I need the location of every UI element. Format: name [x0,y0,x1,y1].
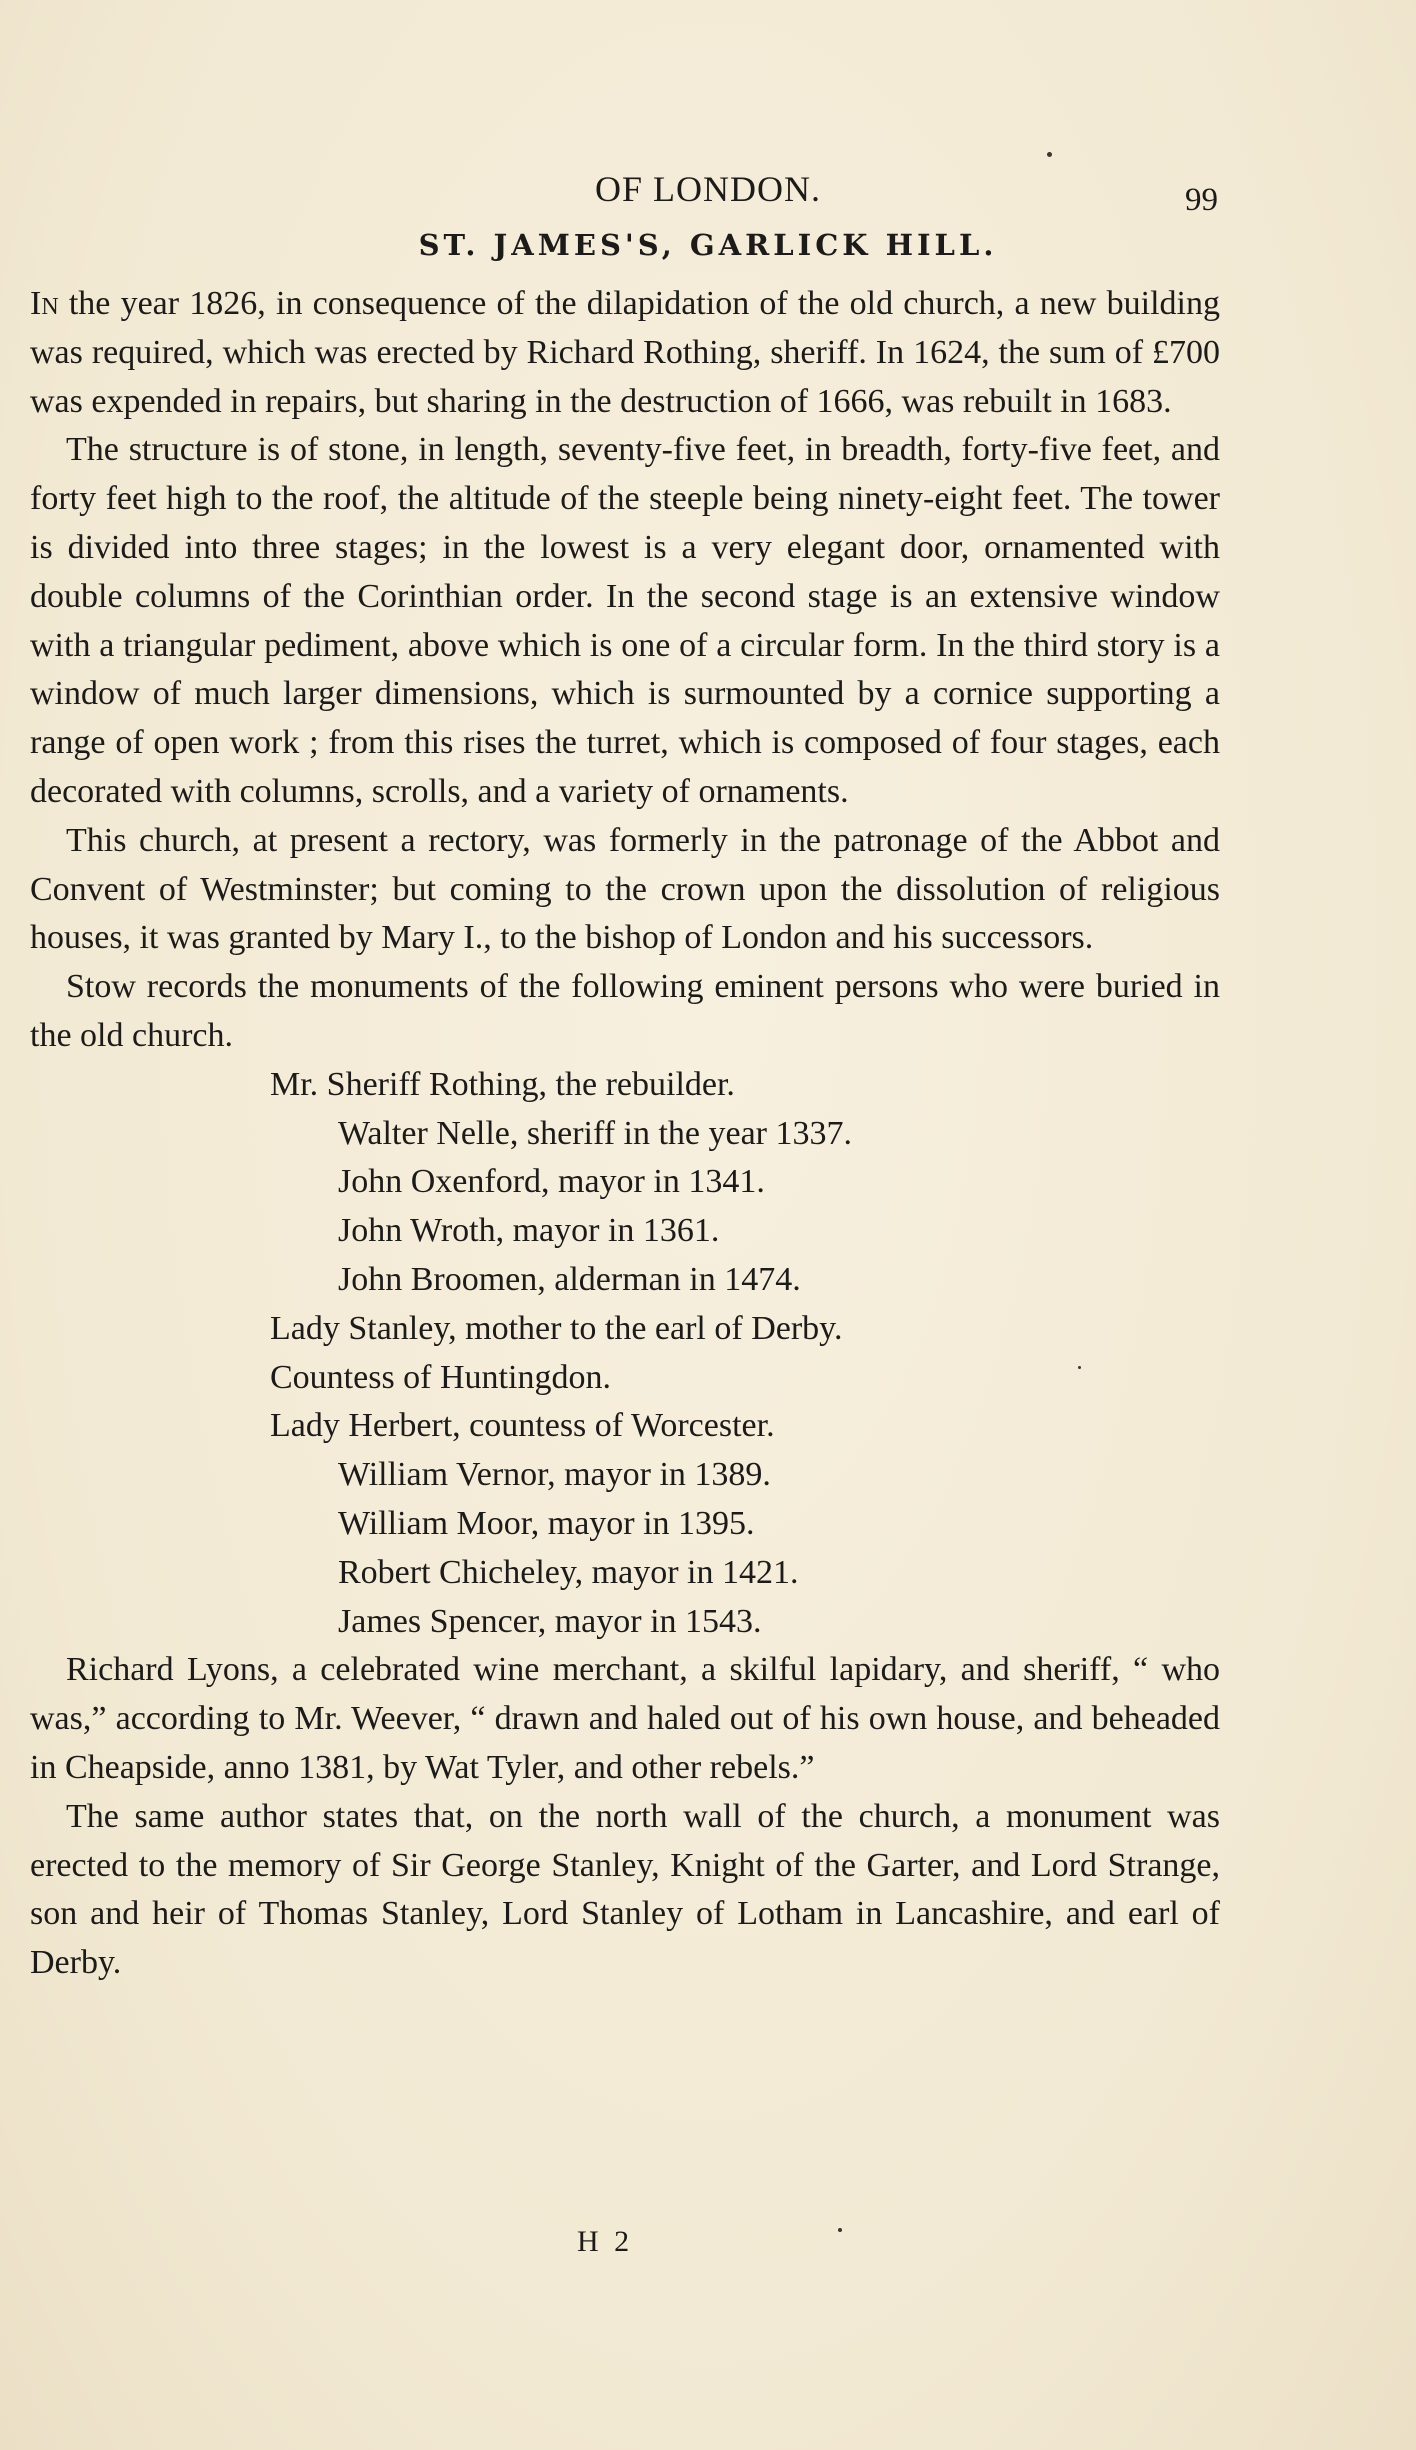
running-head: OF LONDON. [595,169,821,209]
monument-entry: Countess of Huntingdon. [270,1358,611,1396]
monument-entry: Mr. Sheriff Rothing, the rebuilder. [270,1065,735,1103]
ink-speck [838,2228,842,2232]
monument-entry: Lady Stanley, mother to the earl of Derby. [270,1309,843,1347]
paragraph-1-opening-word: In [30,285,59,322]
monument-entry: Lady Herbert, countess of Worcester. [270,1407,775,1445]
paragraph-5: Richard Lyons, a celebrated wine merchant, a skilful lapidary, and sheriff, “ who was,” according to Mr. Weever, “ drawn and haled out of his own house, and beheaded in Cheapside, anno 1381, by Wat Tyler, and other rebels.” [30,1651,1220,1786]
monument-entry: Robert Chicheley, mayor in 1421. [338,1553,799,1591]
signature-mark: H 2 [577,2225,634,2258]
paragraph-1 [30,280,1220,426]
paragraph-2: The structure is of stone, in length, seventy-five feet, in breadth, forty-five feet, and forty feet high to the roof, the altitude of the steeple being ninety-eight feet. The tower is divided into three stages; in the lowest is a very elegant door, ornamented with double columns of the Corinthian order. In the second stage is an extensive window with a triangular pediment, above which is one of a circular form. In the third story is a window of much larger dimensions, which is surmounted by a cornice supporting a range of open work ; from this rises the turret, which is composed of four stages, each decorated with columns, scrolls, and a variety of ornaments. [30,431,1220,810]
ink-speck [1078,1366,1081,1369]
monument-list [30,1061,1220,1647]
monument-entry: John Broomen, alderman in 1474. [338,1260,801,1298]
paragraph-3: This church, at present a rectory, was formerly in the patronage of the Abbot and Convent of Westminster; but coming to the crown upon the dissolution of religious houses, it was granted by Mary I., to the bishop of London and his successors. [30,821,1220,957]
paragraph-4: Stow records the monuments of the following eminent persons who were buried in the old church. [30,968,1220,1054]
monument-entry: William Moor, mayor in 1395. [338,1504,755,1542]
monument-entry: John Oxenford, mayor in 1341. [338,1163,765,1201]
paragraph-6: The same author states that, on the north wall of the church, a monument was erected to the memory of Sir George Stanley, Knight of the Garter, and Lord Strange, son and heir of Thomas Stanley, Lord Stanley of Lotham in Lancashire, and earl of Derby. [30,1797,1220,1982]
paragraph-1-text: the year 1826, in consequence of the dilapidation of the old church, a new building was required, which was erected by Richard Rothing, sheriff. In 1624, the sum of £700 was expended in repairs, but sharing in the destruction of 1666, was rebuilt in 1683. [30,285,1220,420]
monument-entry: James Spencer, mayor in 1543. [338,1602,762,1640]
monument-entry: Walter Nelle, sheriff in the year 1337. [338,1114,853,1152]
body-text [30,280,1220,1988]
ink-speck [1047,152,1052,157]
section-heading: ST. JAMES'S, GARLICK HILL. [418,228,998,262]
page-number: 99 [1185,182,1218,218]
monument-entry: William Vernor, mayor in 1389. [338,1456,771,1494]
monument-entry: John Wroth, mayor in 1361. [338,1212,720,1250]
